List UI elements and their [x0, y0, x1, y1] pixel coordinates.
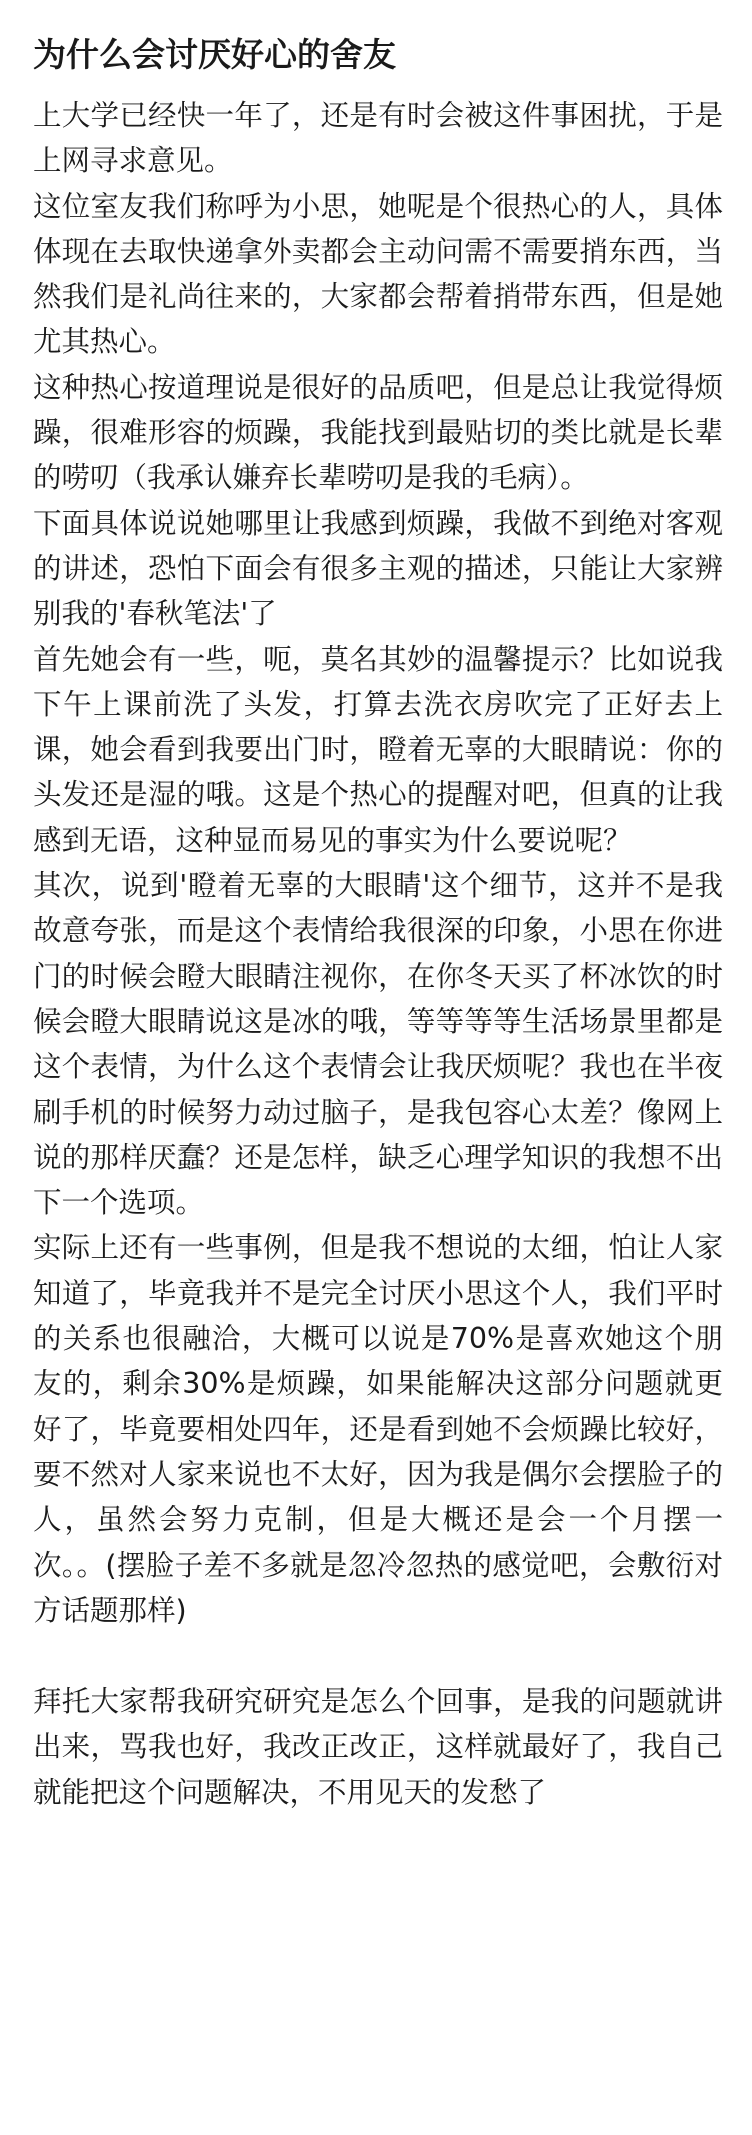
post-paragraph: 其次，说到'瞪着无辜的大眼睛'这个细节，这并不是我故意夸张，而是这个表情给我很深的印象，小思在你进门的时候会瞪大眼睛注视你，在你冬天买了杯冰饮的时候会瞪大眼睛说这是冰的哦，等等等等生活场景里都是这个表情，为什么这个表情会让我厌烦呢？我也在半夜刷手机的时候努力动过脑子，是我包容心太差？像网上说的那样厌蠢？还是怎样，缺乏心理学知识的我想不出下一个选项。: [33, 869, 723, 1220]
post-title: 为什么会讨厌好心的舍友: [33, 35, 396, 74]
post-paragraph: 首先她会有一些，呃，莫名其妙的温馨提示？比如说我下午上课前洗了头发，打算去洗衣房吹完了正好去上课，她会看到我要出门时，瞪着无辜的大眼睛说：你的头发还是湿的哦。这是个热心的提醒对吧，但真的让我感到无语，这种显而易见的事实为什么要说呢？: [33, 642, 723, 857]
post-paragraph: 这位室友我们称呼为小思，她呢是个很热心的人，具体体现在去取快递拿外卖都会主动问需不需要捎东西，当然我们是礼尚往来的，大家都会帮着捎带东西，但是她尤其热心。: [33, 189, 723, 359]
post-paragraph: 上大学已经快一年了，还是有时会被这件事困扰，于是上网寻求意见。: [33, 99, 723, 178]
post-paragraph: 拜托大家帮我研究研究是怎么个回事，是我的问题就讲出来，骂我也好，我改正改正，这样就最好了，我自己就能把这个问题解决，不用见天的发愁了: [33, 1685, 723, 1809]
paragraph-spacer: [33, 1633, 723, 1679]
post-body: [33, 93, 723, 1815]
post-paragraph: 实际上还有一些事例，但是我不想说的太细，怕让人家知道了，毕竟我并不是完全讨厌小思这个人，我们平时的关系也很融洽，大概可以说是70%是喜欢她这个朋友的，剩余30%是烦躁，如果能解决这部分问题就更好了，毕竟要相处四年，还是看到她不会烦躁比较好，要不然对人家来说也不太好，因为我是偶尔会摆脸子的人，虽然会努力克制，但是大概还是会一个月摆一次。。(摆脸子差不多就是忽冷忽热的感觉吧，会敷衍对方话题那样): [33, 1231, 723, 1627]
post-paragraph: 这种热心按道理说是很好的品质吧，但是总让我觉得烦躁，很难形容的烦躁，我能找到最贴切的类比就是长辈的唠叨（我承认嫌弃长辈唠叨是我的毛病）。: [33, 370, 723, 495]
post-paragraph: 下面具体说说她哪里让我感到烦躁，我做不到绝对客观的讲述，恐怕下面会有很多主观的描述，只能让大家辨别我的'春秋笔法'了: [33, 506, 723, 631]
